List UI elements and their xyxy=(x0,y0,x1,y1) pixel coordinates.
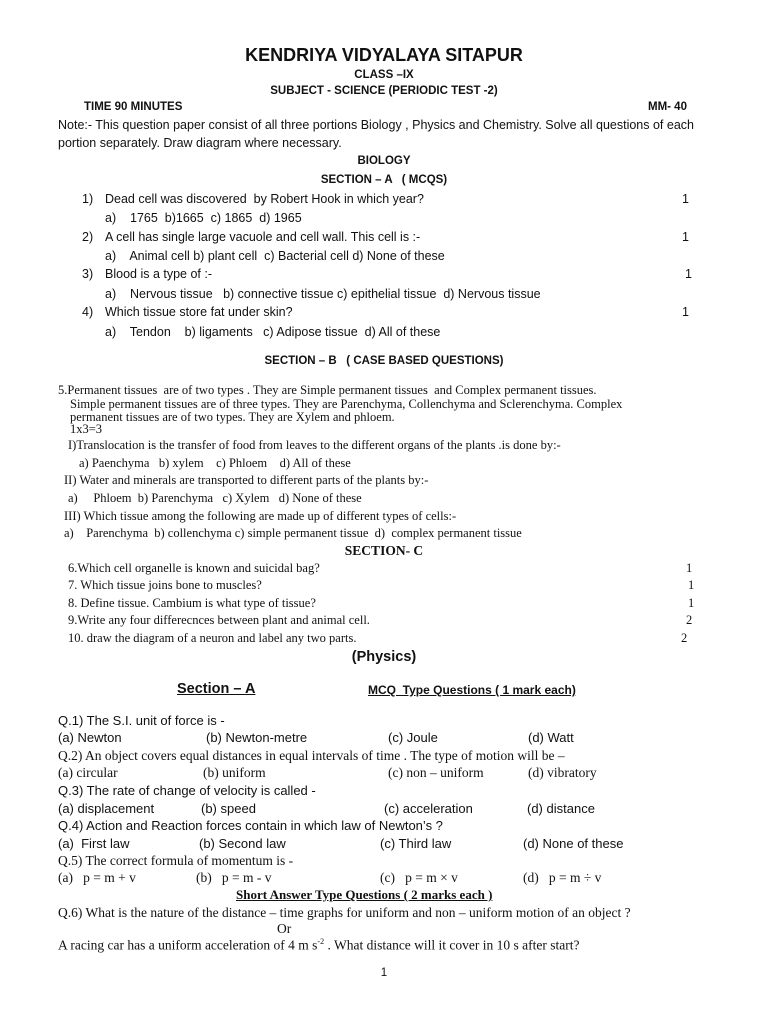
question-text: A cell has single large vacuole and cell wall. This cell is :- xyxy=(105,230,421,244)
mcq-option: (c) non – uniform xyxy=(388,765,484,780)
question-text: Blood is a type of :- xyxy=(105,267,213,281)
note-line-2: portion separately. Draw diagram where necessary. xyxy=(58,136,342,150)
question-number: 4) xyxy=(82,305,94,319)
mcq-question: Q.1) The S.I. unit of force is - xyxy=(58,713,225,728)
mcq-option: (b) p = m - v xyxy=(196,870,272,885)
question-marks: 1 xyxy=(685,267,692,281)
short-question-alt-text-end: . What distance will it cover in 10 s after start? xyxy=(324,937,580,953)
question-number: 3) xyxy=(82,267,94,281)
mcq-option: (a) p = m + v xyxy=(58,870,136,885)
question-options: a) 1765 b)1665 c) 1865 d) 1965 xyxy=(105,211,302,225)
mcq-question: Q.4) Action and Reaction forces contain in which law of Newton’s ? xyxy=(58,818,443,833)
page-number: 1 xyxy=(380,967,388,979)
case-options: a) Parenchyma b) collenchyma c) simple permanent tissue d) complex permanent tissue xyxy=(64,526,522,540)
mcq-option: (d) vibratory xyxy=(528,765,597,780)
question-text: 7. Which tissue joins bone to muscles? xyxy=(68,578,262,592)
mcq-option: (a) displacement xyxy=(58,801,155,816)
mcq-option: (c) acceleration xyxy=(384,801,473,816)
mcq-option: (c) Third law xyxy=(380,836,452,851)
mcq-option: (a) First law xyxy=(58,836,130,851)
biology-section-a-title: SECTION – A ( MCQS) xyxy=(320,174,448,186)
mcq-option: (b) speed xyxy=(201,801,256,816)
mcq-option: (b) Second law xyxy=(199,836,286,851)
physics-section-a-title: Section – A xyxy=(177,681,256,697)
question-text: 9.Write any four differecnces between plant and animal cell. xyxy=(68,613,370,627)
question-options: a) Nervous tissue b) connective tissue c) epithelial tissue d) Nervous tissue xyxy=(105,287,541,301)
case-passage-line: Simple permanent tissues are of three types. They are Parenchyma, Collenchyma and Sclerenchyma. Complex xyxy=(70,397,623,411)
mcq-option: (b) uniform xyxy=(203,765,266,780)
case-question: III) Which tissue among the following are made up of different types of cells:- xyxy=(64,509,457,523)
mcq-option: (c) Joule xyxy=(388,730,438,745)
biology-section-b-title: SECTION – B ( CASE BASED QUESTIONS) xyxy=(264,355,504,367)
case-passage-line: 5.Permanent tissues are of two types . They are Simple permanent tissues and Complex permanent tissues. xyxy=(58,383,597,397)
biology-section-c-title: SECTION- C xyxy=(344,543,424,558)
mcq-option: (d) None of these xyxy=(523,836,624,851)
question-marks: 1 xyxy=(688,578,695,592)
note-line-1: Note:- This question paper consist of all three portions Biology , Physics and Chemistry. Solve all questions of each xyxy=(58,118,694,132)
mcq-option: (d) distance xyxy=(527,801,595,816)
time-allowed: TIME 90 MINUTES xyxy=(84,101,183,113)
mcq-question: Q.3) The rate of change of velocity is called - xyxy=(58,783,316,798)
case-marks: 1x3=3 xyxy=(70,422,103,436)
short-question-alt-text: A racing car has a uniform acceleration of 4 m s xyxy=(58,937,318,953)
case-question: II) Water and minerals are transported to different parts of the plants by:- xyxy=(64,473,429,487)
question-options: a) Tendon b) ligaments c) Adipose tissue d) All of these xyxy=(105,325,441,339)
short-question-alt xyxy=(58,938,580,952)
question-text: 10. draw the diagram of a neuron and label any two parts. xyxy=(68,631,357,645)
unit-exponent: -2 xyxy=(317,937,325,946)
question-text: Which tissue store fat under skin? xyxy=(105,305,293,319)
question-number: 2) xyxy=(82,230,94,244)
max-marks: MM- 40 xyxy=(648,101,687,113)
question-marks: 1 xyxy=(682,230,689,244)
school-name: KENDRIYA VIDYALAYA SITAPUR xyxy=(245,45,523,65)
question-marks: 2 xyxy=(686,613,693,627)
mcq-option: (a) Newton xyxy=(58,730,122,745)
case-options: a) Phloem b) Parenchyma c) Xylem d) None of these xyxy=(68,491,362,505)
question-options: a) Animal cell b) plant cell c) Bacterial cell d) None of these xyxy=(105,249,445,263)
question-marks: 1 xyxy=(686,561,693,575)
question-number: 1) xyxy=(82,192,94,206)
mcq-question: Q.5) The correct formula of momentum is - xyxy=(58,853,294,868)
mcq-option: (d) Watt xyxy=(528,730,574,745)
question-marks: 1 xyxy=(688,596,695,610)
mcq-question: Q.2) An object covers equal distances in equal intervals of time . The type of motion will be – xyxy=(58,748,565,763)
mcq-option: (c) p = m × v xyxy=(380,870,458,885)
mcq-heading: MCQ Type Questions ( 1 mark each) xyxy=(368,683,576,697)
class-line: CLASS –IX xyxy=(354,69,414,81)
case-options: a) Paenchyma b) xylem c) Phloem d) All of these xyxy=(79,456,351,470)
case-passage-line: permanent tissues are of two types. They are Xylem and phloem. xyxy=(70,410,395,424)
mcq-option: (b) Newton-metre xyxy=(206,730,308,745)
subject-line: SUBJECT - SCIENCE (PERIODIC TEST -2) xyxy=(270,85,498,97)
short-answer-heading: Short Answer Type Questions ( 2 marks each ) xyxy=(236,887,493,902)
question-text: 8. Define tissue. Cambium is what type of tissue? xyxy=(68,596,316,610)
physics-title: (Physics) xyxy=(351,649,417,665)
case-question: I)Translocation is the transfer of food from leaves to the different organs of the plants .is done by:- xyxy=(68,438,561,452)
question-marks: 1 xyxy=(682,305,689,319)
question-marks: 2 xyxy=(681,631,688,645)
biology-title: BIOLOGY xyxy=(357,155,411,167)
question-text: Dead cell was discovered by Robert Hook in which year? xyxy=(105,192,424,206)
short-question: Q.6) What is the nature of the distance – time graphs for uniform and non – uniform motion of an object ? xyxy=(58,905,631,920)
question-marks: 1 xyxy=(682,192,689,206)
mcq-option: (a) circular xyxy=(58,765,118,780)
mcq-option: (d) p = m ÷ v xyxy=(523,870,602,885)
question-text: 6.Which cell organelle is known and suicidal bag? xyxy=(68,561,320,575)
or-separator: Or xyxy=(277,921,292,936)
